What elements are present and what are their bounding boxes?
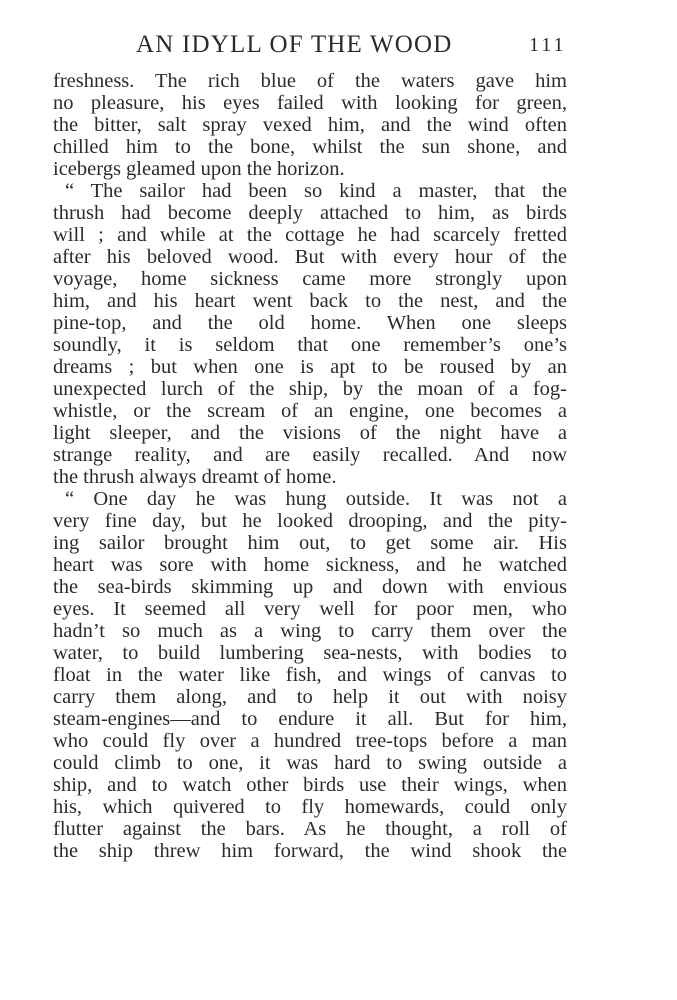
text-line: whistle, or the scream of an engine, one becomes a (53, 400, 567, 422)
text-line: light sleeper, and the visions of the night have a (53, 422, 567, 444)
text-line: soundly, it is seldom that one remember’s one’s (53, 334, 567, 356)
text-line: strange reality, and are easily recalled. And now (53, 444, 567, 466)
text-line: his, which quivered to fly homewards, could only (53, 796, 567, 818)
text-line: icebergs gleamed upon the horizon. (53, 158, 345, 180)
text-line: eyes. It seemed all very well for poor men, who (53, 598, 567, 620)
text-line: voyage, home sickness came more strongly upon (53, 268, 567, 290)
text-line: could climb to one, it was hard to swing outside a (53, 752, 567, 774)
text-line: the thrush always dreamt of home. (53, 466, 337, 488)
text-line: ing sailor brought him out, to get some air. His (53, 532, 567, 554)
text-line: freshness. The rich blue of the waters gave him (53, 70, 567, 92)
text-line: the sea-birds skimming up and down with envious (53, 576, 567, 598)
text-line: flutter against the bars. As he thought, a roll of (53, 818, 567, 840)
text-line: “ One day he was hung outside. It was not a (65, 488, 567, 510)
page-number: 111 (529, 34, 567, 56)
text-line: will ; and while at the cottage he had scarcely fretted (53, 224, 567, 246)
body-text (53, 70, 567, 862)
text-line: steam-engines—and to endure it all. But for him, (53, 708, 567, 730)
text-line: dreams ; but when one is apt to be roused by an (53, 356, 567, 378)
text-line: who could fly over a hundred tree-tops before a man (53, 730, 567, 752)
text-line: heart was sore with home sickness, and he watched (53, 554, 567, 576)
text-line: the bitter, salt spray vexed him, and the wind often (53, 114, 567, 136)
text-line: very fine day, but he looked drooping, and the pity- (53, 510, 567, 532)
text-line: pine-top, and the old home. When one sleeps (53, 312, 567, 334)
text-line: float in the water like fish, and wings of canvas to (53, 664, 567, 686)
text-line: him, and his heart went back to the nest, and the (53, 290, 567, 312)
text-line: no pleasure, his eyes failed with looking for green, (53, 92, 567, 114)
running-title: AN IDYLL OF THE WOOD (136, 31, 453, 58)
text-line: thrush had become deeply attached to him, as birds (53, 202, 567, 224)
text-line: hadn’t so much as a wing to carry them over the (53, 620, 567, 642)
text-line: unexpected lurch of the ship, by the moan of a fog- (53, 378, 567, 400)
text-line: after his beloved wood. But with every hour of the (53, 246, 567, 268)
text-line: chilled him to the bone, whilst the sun shone, and (53, 136, 567, 158)
text-line: water, to build lumbering sea-nests, with bodies to (53, 642, 567, 664)
text-line: carry them along, and to help it out with noisy (53, 686, 567, 708)
text-line: “ The sailor had been so kind a master, that the (65, 180, 567, 202)
page-header (0, 30, 677, 60)
text-line: ship, and to watch other birds use their wings, when (53, 774, 567, 796)
text-line: the ship threw him forward, the wind shook the (53, 840, 567, 862)
